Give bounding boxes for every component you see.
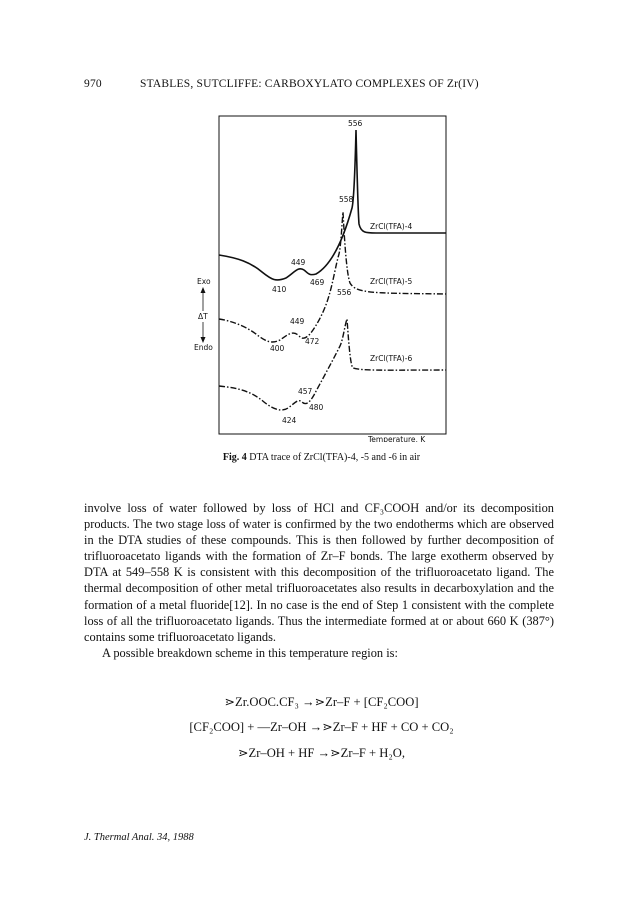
series-label-zrcl-tfa-4: ZrCl(TFA)-4 <box>370 222 413 231</box>
body-paragraph: involve loss of water followed by loss of HCl and CF₃COOH and/or its decomposition products. The two stage loss of water is confirmed by the two endotherms which are observed in the DTA studies of these compounds. This is then followed by further decomposition of trifluoroacetato ligands with the formation of Zr–F bonds. The large exotherm observed by DTA at 549–558 K is consistent with this decomposition of the trifluoroacetato ligand. The thermal decomposition of other metal trifluoroacetates also results in decarboxylation and the formation of a metal fluoride[12]. In no case is the end of Step 1 consistent with the complete loss of all the trifluoroacetato ligands. Thus the intermediate formed at or about 660 K (387°) contains some trifluoroacetato ligands. <box>84 501 554 644</box>
peak-label-556-b: 556 <box>337 288 352 297</box>
figure-labels <box>194 119 426 442</box>
peak-label-400: 400 <box>270 344 285 353</box>
equation-3: ⋗Zr–OH + HF →⋗Zr–F + H₂O, <box>237 746 406 760</box>
dta-figure <box>190 112 460 442</box>
figure-caption <box>0 452 643 463</box>
equation-1: ⋗Zr.OOC.CF₃ →⋗Zr–F + [CF₂COO] <box>224 695 419 709</box>
body-text <box>84 500 554 661</box>
peak-label-480: 480 <box>309 403 324 412</box>
page-number: 970 <box>84 78 102 90</box>
figure-caption-label: Fig. 4 <box>222 452 247 463</box>
series-label-zrcl-tfa-5: ZrCl(TFA)-5 <box>370 277 413 286</box>
peak-label-424: 424 <box>282 416 297 425</box>
peak-label-558: 558 <box>339 195 354 204</box>
peak-label-472: 472 <box>305 337 320 346</box>
y-axis-endo-label: Endo <box>194 343 213 352</box>
peak-label-469: 469 <box>310 278 325 287</box>
running-title: STABLES, SUTCLIFFE: CARBOXYLATO COMPLEXES OF Zr(IV) <box>140 78 479 90</box>
y-axis-delta-t-label: ΔT <box>198 312 208 321</box>
figure-frame <box>219 116 446 434</box>
x-axis-label: Temperature, K <box>368 435 426 442</box>
trace-zrcl-tfa-4 <box>219 130 446 280</box>
running-header <box>84 78 479 90</box>
equation-2: [CF₂COO] + —Zr–OH →⋗Zr–F + HF + CO + CO₂ <box>189 720 454 734</box>
peak-label-449-b: 449 <box>290 317 305 326</box>
peak-label-449-a: 449 <box>291 258 306 267</box>
peak-label-556-top: 556 <box>348 119 363 128</box>
y-axis-exo-label: Exo <box>197 277 211 286</box>
peak-label-457: 457 <box>298 387 313 396</box>
peak-label-410: 410 <box>272 285 287 294</box>
series-label-zrcl-tfa-6: ZrCl(TFA)-6 <box>370 354 413 363</box>
journal-footer: J. Thermal Anal. 34, 1988 <box>84 832 194 843</box>
body-paragraph-scheme-intro: A possible breakdown scheme in this temperature region is: <box>102 645 398 660</box>
figure-caption-text: DTA trace of ZrCl(TFA)-4, -5 and -6 in air <box>249 452 421 463</box>
